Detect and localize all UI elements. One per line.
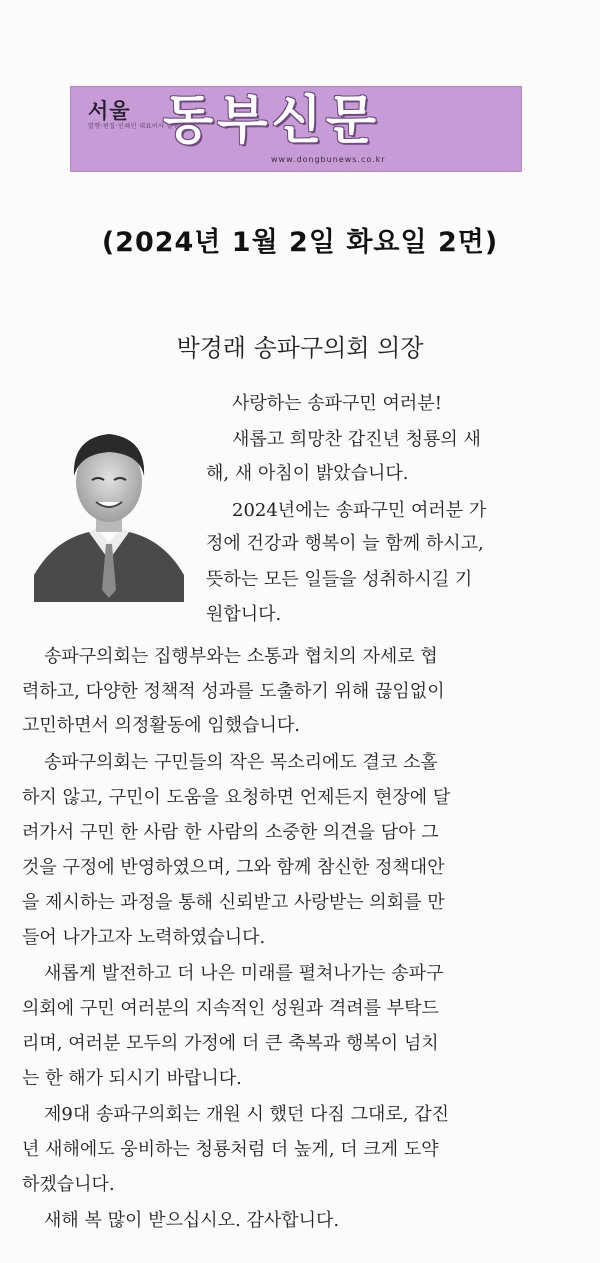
body-line: 제9대 송파구의회는 개원 시 했던 다짐 그대로, 갑진 — [44, 1104, 449, 1125]
body-line: 뜻하는 모든 일들을 성취하시길 기 — [206, 569, 473, 590]
body-line: 2024년에는 송파구민 여러분 가 — [232, 500, 487, 521]
article-title: 박경래 송파구의회 의장 — [176, 334, 424, 362]
body-line: 원합니다. — [206, 604, 282, 625]
masthead-url: www.dongbunews.co.kr — [271, 155, 386, 164]
body-line: 의회에 구민 여러분의 지속적인 성원과 격려를 부탁드 — [22, 998, 439, 1019]
body-line: 송파구의회는 집행부와는 소통과 협치의 자세로 협 — [44, 646, 438, 667]
body-line: 사랑하는 송파구민 여러분! — [232, 393, 442, 414]
portrait-image — [34, 410, 184, 602]
body-line: 것을 구정에 반영하였으며, 그와 함께 참신한 정책대안 — [22, 857, 445, 878]
body-line: 력하고, 다양한 정책적 성과를 도출하기 위해 끊임없이 — [22, 681, 445, 702]
body-line: 새해 복 많이 받으십시오. 감사합니다. — [44, 1210, 340, 1231]
masthead-name: 동부신문 — [163, 91, 380, 151]
body-line: 리며, 여러분 모두의 가정에 더 큰 축복과 행복이 넘치 — [22, 1033, 439, 1054]
body-line: 려가서 구민 한 사람 한 사람의 소중한 의견을 담아 그 — [22, 822, 439, 843]
body-line: 새롭고 희망찬 갑진년 청룡의 새 — [232, 429, 481, 450]
body-line: 는 한 해가 되시기 바랍니다. — [22, 1068, 242, 1089]
newspaper-masthead — [70, 86, 522, 172]
masthead-prefix: 서울 — [88, 99, 131, 123]
body-line: 을 제시하는 과정을 통해 신뢰받고 사랑받는 의회를 만 — [22, 892, 445, 913]
body-line: 년 새해에도 웅비하는 청룡처럼 더 높게, 더 크게 도약 — [22, 1139, 439, 1160]
body-line: 정에 건강과 행복이 늘 함께 하시고, — [206, 533, 484, 554]
masthead-tagline: 발행·편집·인쇄인 대표이사 발행일 — [88, 123, 186, 130]
body-line: 하겠습니다. — [22, 1174, 115, 1195]
portrait-photo — [34, 410, 184, 602]
body-line: 해, 새 아침이 밝았습니다. — [206, 463, 409, 484]
issue-date: (2024년 1월 2일 화요일 2면) — [101, 227, 499, 258]
body-line: 하지 않고, 구민이 도움을 요청하면 언제든지 현장에 달 — [22, 787, 451, 808]
body-line: 송파구의회는 구민들의 작은 목소리에도 결코 소홀 — [44, 752, 438, 773]
body-line: 새롭게 발전하고 더 나은 미래를 펼쳐나가는 송파구 — [44, 963, 444, 984]
body-line: 들어 나가고자 노력하였습니다. — [22, 927, 266, 948]
body-line: 고민하면서 의정활동에 임했습니다. — [22, 715, 300, 736]
